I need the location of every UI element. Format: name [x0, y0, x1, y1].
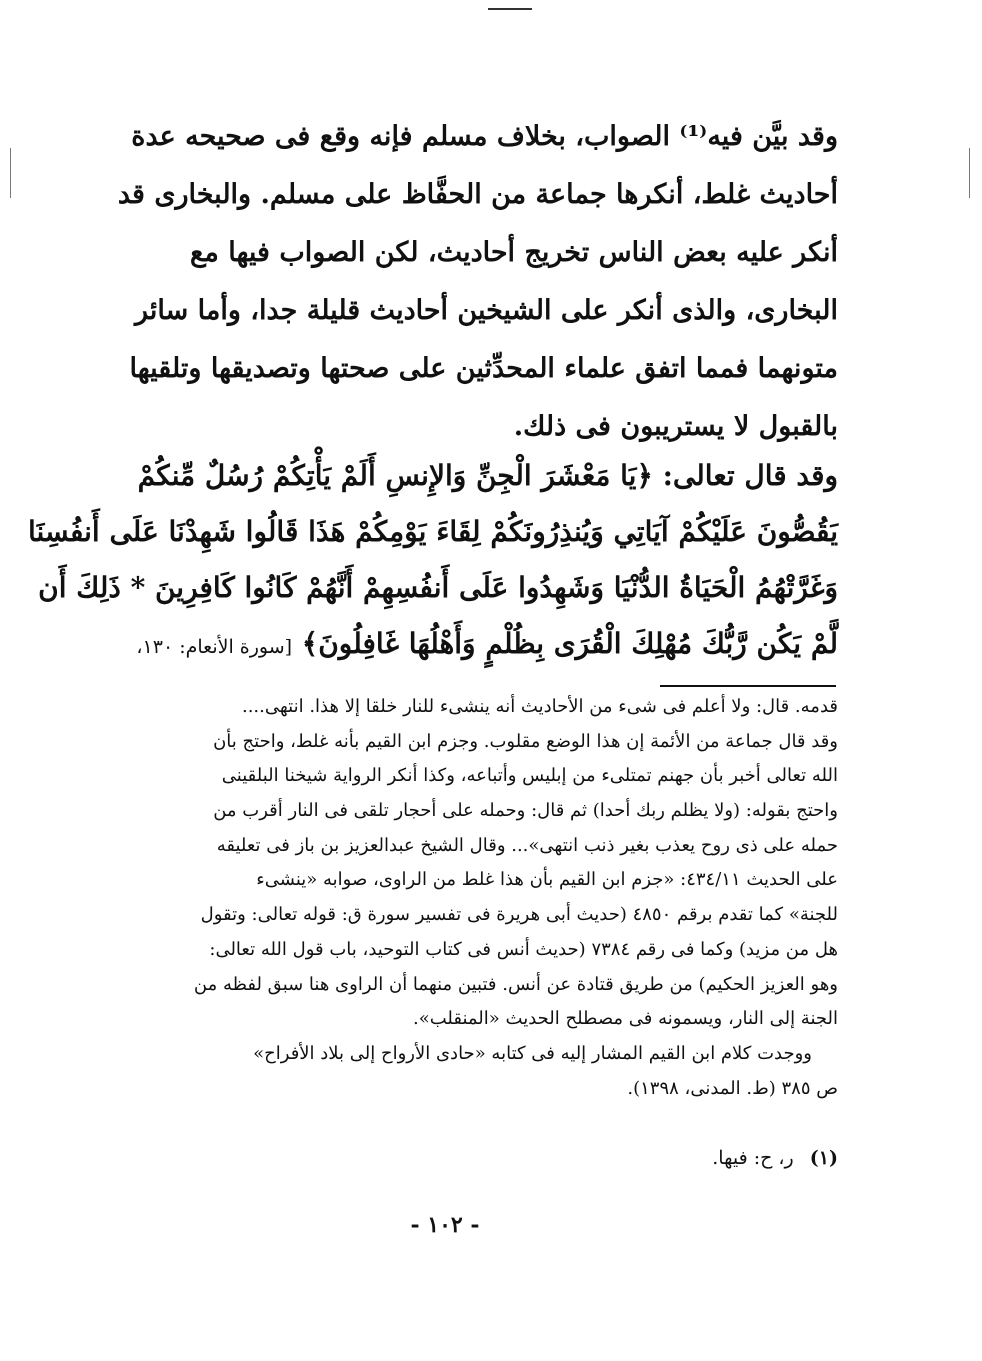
quran-verse-text: لَّمْ يَكُن رَّبُّكَ مُهْلِكَ الْقُرَى بِظُلْمٍ وَأَهْلُهَا غَافِلُونَ﴾: [301, 627, 838, 660]
paragraph-line: بالقبول لا يستريبون فى ذلك.: [513, 411, 838, 442]
page-number: - ١٠٢ -: [410, 1212, 480, 1238]
footnote-line: وقد قال جماعة من الأئمة إن هذا الوضع مقلوب. وجزم ابن القيم بأنه غلط، واحتج بأن: [213, 730, 838, 752]
main-paragraph: [118, 108, 838, 456]
quran-line: يَقُصُّونَ عَلَيْكُمْ آيَاتِي وَيُنذِرُونَكُمْ لِقَاءَ يَوْمِكُمْ هَذَا قَالُوا شَهِدْنَا عَلَى أَنفُسِنَا: [28, 515, 838, 548]
footnote-line: واحتج بقوله: (ولا يظلم ربك أحدا) ثم قال: وحمله على أحجار تلقى فى النار أقرب من: [213, 800, 838, 822]
footnote-line-indented: ووجدت كلام ابن القيم المشار إليه فى كتابه «حادى الأرواح إلى بلاد الأفراح»: [253, 1042, 812, 1064]
footnote-line: حمله على ذى روح يعذب بغير ذنب انتهى»... وقال الشيخ عبدالعزيز بن باز فى تعليقه: [216, 834, 838, 856]
footnote-line: هل من مزيد) وكما فى رقم ٧٣٨٤ (حديث أنس فى كتاب التوحيد، باب قول الله تعالى:: [209, 938, 838, 960]
quran-line-last: [110, 616, 838, 672]
footnote-line: الله تعالى أخبر بأن جهنم تمتلىء من إبليس وأتباعه، وكذا أنكر الرواية شيخنا البلقينى: [221, 765, 838, 787]
quran-line: وَغَرَّتْهُمُ الْحَيَاةُ الدُّنْيَا وَشَهِدُوا عَلَى أَنفُسِهِمْ أَنَّهُمْ كَانُوا كَافِرِينَ * ذَلِكَ أَن: [38, 571, 838, 604]
footnote-line: ص ٣٨٥ (ط. المدنى، ١٣٩٨).: [627, 1077, 838, 1099]
paragraph-line: أحاديث غلط، أنكرها جماعة من الحفَّاظ على مسلم. والبخارى قد: [117, 179, 838, 210]
top-printer-mark: [488, 8, 532, 10]
paragraph-line: وقد بيَّن فيه⁽¹⁾ الصواب، بخلاف مسلم فإنه وقع فى صحيحه عدة: [131, 121, 838, 152]
footnote-text: ر، ح: فيها.: [712, 1147, 794, 1169]
footnote-line: قدمه. قال: ولا أعلم فى شىء من الأحاديث أنه ينشىء للنار خلقا إلا هذا. انتهى....: [241, 696, 838, 717]
paragraph-line: متونهما فمما اتفق علماء المحدِّثين على صحتها وتصديقها وتلقيها: [129, 353, 838, 384]
quran-line: وقد قال تعالى: ﴿يَا مَعْشَرَ الْجِنِّ وَالإِنسِ أَلَمْ يَأْتِكُمْ رُسُلٌ مِّنكُمْ: [137, 459, 838, 492]
footnote-line: الجنة إلى النار، ويسمونه فى مصطلح الحديث «المنقلب».: [412, 1008, 838, 1030]
footnote-line: على الحديث ٤٣٤/١١: «جزم ابن القيم بأن هذا غلط من الراوى، صوابه «ينشىء: [256, 869, 838, 891]
footnote-line: وهو العزيز الحكيم) من طريق قتادة عن أنس. فتبين منهما أن الراوى هنا سبق لفظه من: [193, 973, 838, 995]
right-margin-mark: [969, 148, 970, 198]
quran-quotation: [28, 448, 838, 672]
paragraph-line: أنكر عليه بعض الناس تخريج أحاديث، لكن الصواب فيها مع: [190, 237, 838, 268]
footnote-line: للجنة» كما تقدم برقم ٤٨٥٠ (حديث أبى هريرة فى تفسير سورة ق: قوله تعالى: وتقول: [200, 904, 838, 926]
numbered-footnote: [118, 1138, 838, 1178]
footnote-separator: [660, 685, 836, 687]
footnotes-block: [118, 690, 838, 1106]
footnote-number: (١): [809, 1147, 838, 1169]
surah-reference: [سورة الأنعام: ١٣٠،: [136, 636, 293, 658]
left-margin-mark: [10, 148, 11, 198]
paragraph-line: البخارى، والذى أنكر على الشيخين أحاديث قليلة جدا، وأما سائر: [134, 295, 838, 326]
